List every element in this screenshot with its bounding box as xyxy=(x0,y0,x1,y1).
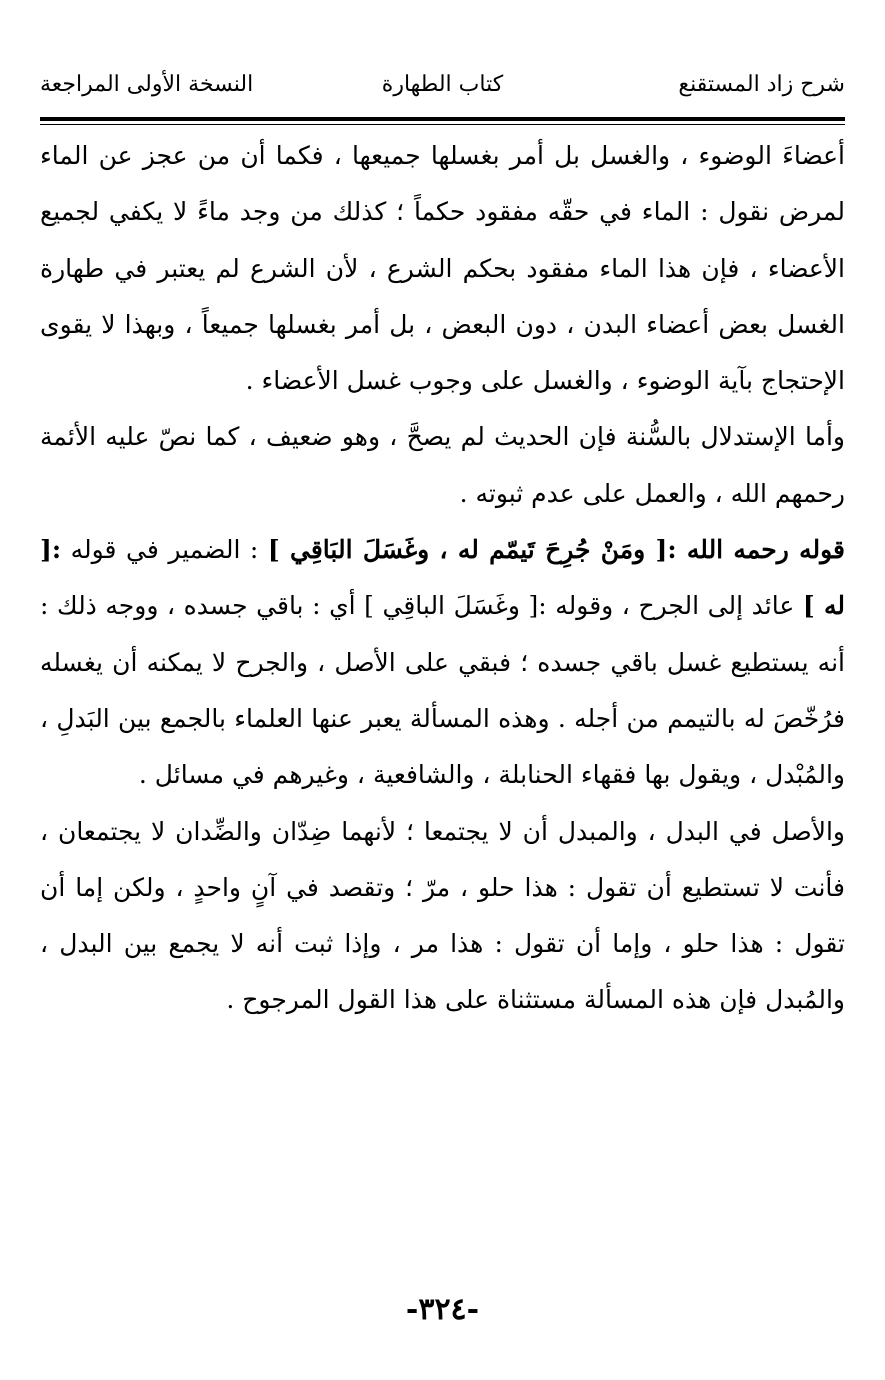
paragraph-ablution-limbs: أعضاءَ الوضوء ، والغسل بل أمر بغسلها جميعها ، فكما أن من عجز عن الماء لمرض نقول : الماء في حقّه مفقود حكماً ؛ كذلك من وجد ماءً لا يكفي لجميع الأعضاء ، فإن هذا الماء مفقود بحكم الشرع ، لأن الشرع لم يعتبر في طهارة الغسل بعض أعضاء البدن ، دون البعض ، بل أمر بغسلها جميعاً ، وبهذا لا يقوى الإحتجاج بآية الوضوء ، والغسل على وجوب غسل الأعضاء . xyxy=(40,141,845,396)
header-rule-thin xyxy=(40,124,845,125)
quoted-pronoun: :[ له ] xyxy=(40,535,845,621)
paragraph-substitute-rule: والأصل في البدل ، والمبدل أن لا يجتمعا ؛ لأنهما ضِدّان والضِّدان لا يجتمعان ، فأنت لا تستطيع أن تقول : هذا حلو ، مرّ ؛ وتقصد في آنٍ واحدٍ ، ولكن إما أن تقول : هذا حلو ، وإما أن تقول : هذا مر ، وإذا ثبت أنه لا يجمع بين البدل ، والمُبدل فإن هذه المسألة مستثناة على هذا القول المرجوح . xyxy=(40,816,845,1015)
page-number: -٣٢٤- xyxy=(405,1292,480,1327)
main-text xyxy=(40,128,845,1029)
commentary-text-continued: عائد إلى الجرح ، وقوله :[ وغَسَلَ الباقِي ] أي : باقي جسده ، ووجه ذلك : أنه يستطيع غسل باقي جسده ؛ فبقي على الأصل ، والجرح لا يمكنه أن يغسله فرُخّصَ له بالتيمم من أجله . وهذه المسألة يعبر عنها العلماء بالجمع بين البَدلِ ، والمُبْدل ، ويقول بها فقهاء الحنابلة ، والشافعية ، وغيرهم في مسائل . xyxy=(40,591,845,790)
chapter-title: كتاب الطهارة xyxy=(381,72,504,97)
paragraph-sunnah-evidence: وأما الإستدلال بالسُّنة فإن الحديث لم يصحَّ ، وهو ضعيف ، كما نصّ عليه الأئمة رحمهم الله ، والعمل على عدم ثبوته . xyxy=(40,422,845,508)
book-title: شرح زاد المستقنع xyxy=(678,72,845,97)
running-header xyxy=(40,66,845,110)
edition-note: النسخة الأولى المراجعة xyxy=(40,72,254,97)
commentary-text: : الضمير في قوله xyxy=(61,535,268,565)
header-rule-thick xyxy=(40,117,845,121)
paragraph-wounded-tayammum xyxy=(40,522,845,803)
quoted-matn: قوله رحمه الله :[ ومَنْ جُرِحَ تَيمّم له ، وغَسَلَ البَاقِي ] xyxy=(267,535,845,565)
